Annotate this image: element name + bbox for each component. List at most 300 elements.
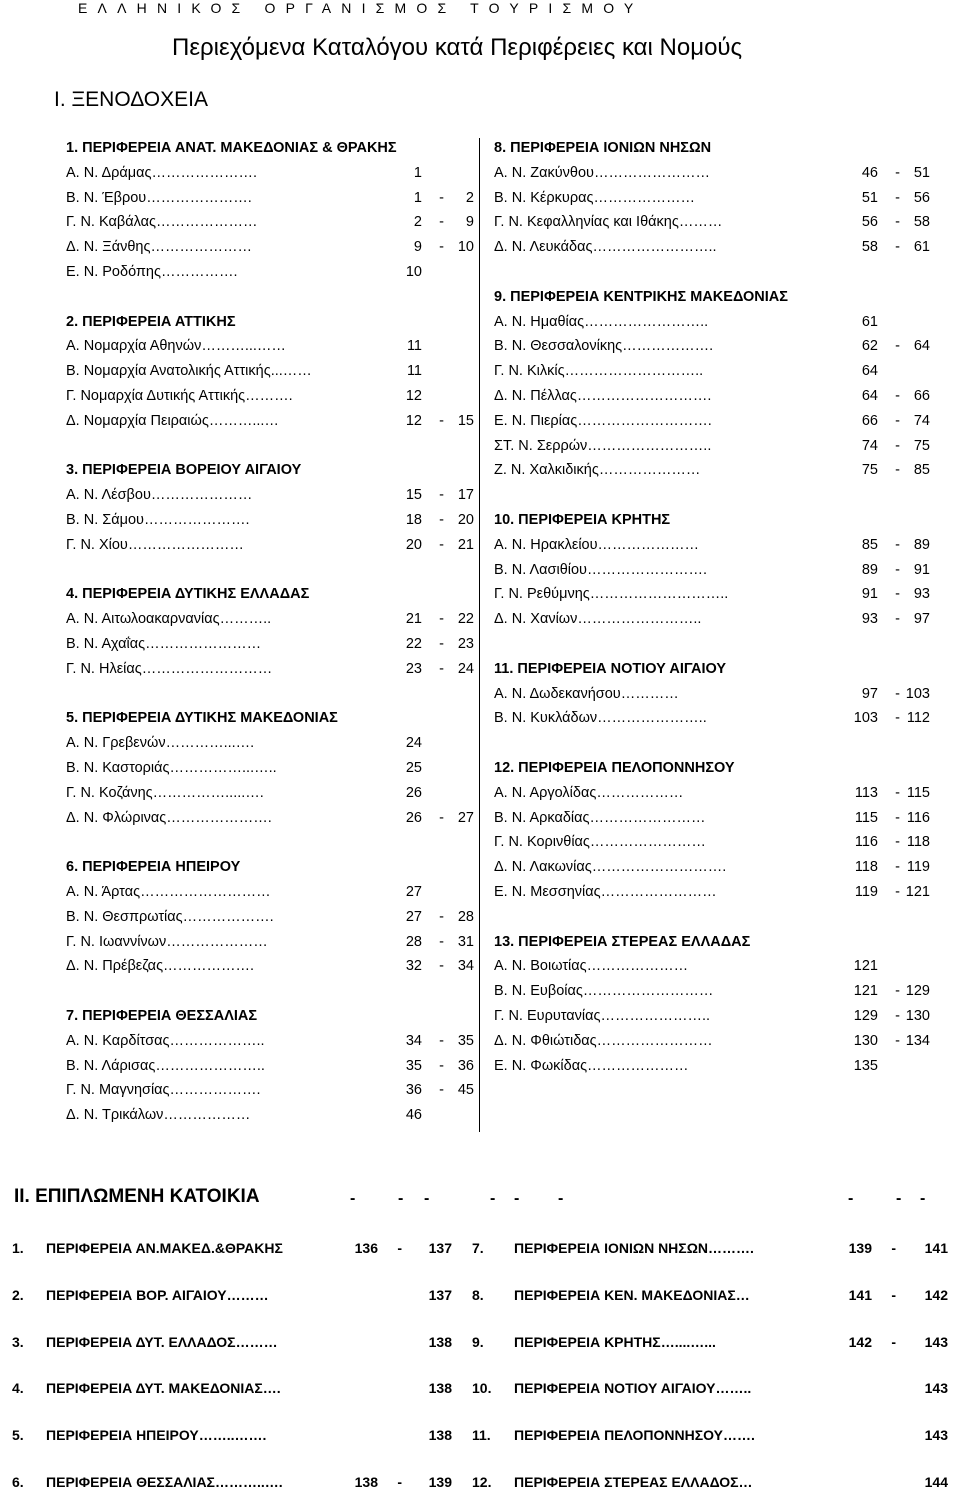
page-start: 66: [861, 412, 878, 429]
page-start: 129: [853, 1008, 878, 1024]
dash-mark: -: [398, 1190, 404, 1207]
page-start: 46: [861, 164, 878, 181]
page-start: 103: [853, 710, 878, 727]
page-end: 138: [428, 1380, 452, 1397]
toc-entry: [494, 535, 930, 555]
section-heading-hotels: Ι. ΞΕΝΟΔΟΧΕΙΑ: [54, 88, 208, 111]
page-dash: -: [439, 239, 444, 256]
page-end: 22: [457, 611, 474, 628]
page-start: 21: [405, 611, 422, 628]
region-heading: [494, 659, 930, 679]
page-start: 91: [861, 586, 878, 603]
entry-label: Γ. Νομαρχία Δυτικής Αττικής……….: [66, 388, 293, 404]
page-start: 121: [853, 983, 878, 1000]
entry-label: ΣΤ. Ν. Σερρών……………………..: [494, 437, 712, 454]
page-start: 85: [861, 536, 878, 553]
page-end: 137: [428, 1286, 452, 1303]
page-end: 138: [428, 1333, 452, 1350]
entry-label: ΠΕΡΙΦΕΡΕΙΑ ΘΕΣΣΑΛΙΑΣ………..….: [46, 1474, 283, 1490]
toc-entry: [66, 262, 474, 282]
page-dash: -: [895, 834, 900, 851]
page-start: 89: [861, 561, 878, 578]
toc-entry: [66, 1056, 474, 1076]
page-dash: -: [439, 611, 444, 628]
entry-label: Α. Ν. Λέσβου…………………: [66, 487, 253, 504]
page-start: 15: [405, 487, 422, 504]
page-start: 20: [405, 536, 422, 553]
page-start: 10: [405, 264, 422, 280]
page-start: 11: [406, 363, 422, 380]
entry-label: Α. Ν. Αργολίδας………………: [494, 784, 684, 801]
page-start: 51: [861, 189, 878, 206]
toc-entry: [494, 981, 930, 1001]
region-heading-label: 4. ΠΕΡΙΦΕΡΕΙΑ ΔΥΤΙΚΗΣ ΕΛΛΑΔΑΣ: [66, 586, 310, 603]
toc-entry: [66, 808, 474, 828]
entry-label: Β. Ν. Κέρκυρας…………………: [494, 189, 695, 206]
toc-entry: [494, 783, 930, 803]
page-start: 121: [853, 958, 878, 975]
page-start: 46: [405, 1107, 422, 1124]
entry-number: 8.: [472, 1286, 484, 1303]
page-end: 35: [457, 1032, 474, 1049]
page-end: 121: [905, 884, 930, 900]
toc-entry: [66, 336, 474, 356]
page-start: 27: [405, 884, 422, 900]
toc-entry: [494, 1056, 930, 1076]
entry-number: 7.: [472, 1240, 484, 1256]
toc-entry: [66, 212, 474, 232]
housing-entry: [472, 1287, 948, 1307]
region-heading: [494, 510, 930, 530]
toc-entry: [494, 312, 930, 332]
entry-label: Ζ. Ν. Χαλκιδικής…………………: [494, 462, 701, 479]
dash-mark: -: [558, 1190, 564, 1207]
toc-entry: [66, 907, 474, 927]
entry-label: Δ. Νομαρχία Πειραιώς………...…: [66, 412, 279, 429]
entry-label: ΠΕΡΙΦΕΡΕΙΑ ΒΟΡ. ΑΙΓΑΙΟΥ………: [46, 1286, 269, 1303]
toc-entry: [66, 882, 474, 902]
page-end: 130: [905, 1008, 930, 1024]
page-start: 9: [413, 239, 422, 256]
entry-label: Γ. Ν. Ρεθύμνης………………………..: [494, 586, 729, 603]
page-end: 139: [428, 1474, 452, 1490]
toc-entry: [66, 535, 474, 555]
page-end: 15: [457, 412, 474, 429]
page-dash: -: [891, 1286, 896, 1303]
entry-label: Α. Ν. Ζακύνθου……………………: [494, 164, 710, 181]
region-heading: [66, 138, 474, 158]
dash-mark: -: [350, 1190, 356, 1207]
page-start: 26: [405, 809, 422, 826]
page-end: 112: [906, 710, 930, 727]
page-dash: -: [895, 388, 900, 404]
page-end: 85: [913, 462, 930, 479]
entry-label: Δ. Ν. Λακωνίας……………………….: [494, 859, 727, 876]
region-heading: [66, 312, 474, 332]
region-heading-label: 7. ΠΕΡΙΦΕΡΕΙΑ ΘΕΣΣΑΛΙΑΣ: [66, 1008, 258, 1024]
region-heading-label: 8. ΠΕΡΙΦΕΡΕΙΑ ΙΟΝΙΩΝ ΝΗΣΩΝ: [494, 140, 712, 156]
toc-entry: [494, 882, 930, 902]
toc-entry: [494, 808, 930, 828]
toc-entry: [66, 956, 474, 976]
region-heading: [494, 287, 930, 307]
entry-label: ΠΕΡΙΦΕΡΕΙΑ ΗΠΕΙΡΟΥ……..…….: [46, 1427, 267, 1444]
region-heading-label: 1. ΠΕΡΙΦΕΡΕΙΑ ΑΝΑΤ. ΜΑΚΕΔΟΝΙΑΣ & ΘΡΑΚΗΣ: [66, 140, 397, 156]
entry-label: Β. Ν. Λασιθίου…………………….: [494, 561, 708, 578]
toc-entry: [66, 361, 474, 381]
region-heading: [66, 708, 474, 728]
page-dash: -: [895, 859, 900, 876]
toc-entry: [494, 460, 930, 480]
entry-label: Γ. Ν. Κεφαλληνίας και Ιθάκης………: [494, 214, 723, 231]
page-dash: -: [895, 784, 900, 801]
page-end: 97: [913, 611, 930, 628]
page-end: 119: [906, 859, 930, 876]
page-end: 64: [913, 338, 930, 355]
page-end: 115: [906, 784, 930, 801]
page-end: 17: [457, 487, 474, 504]
page-start: 56: [861, 214, 878, 231]
page-start: 2: [413, 214, 422, 231]
toc-entry: [494, 212, 930, 232]
toc-entry: [494, 1031, 930, 1051]
housing-entry: [12, 1240, 452, 1260]
entry-label: Β. Ν. Θεσσαλονίκης……………….: [494, 338, 714, 355]
region-heading-label: 9. ΠΕΡΙΦΕΡΕΙΑ ΚΕΝΤΡΙΚΗΣ ΜΑΚΕΔΟΝΙΑΣ: [494, 288, 788, 305]
page-dash: -: [895, 1032, 900, 1049]
page-dash: -: [895, 164, 900, 181]
toc-entry: [494, 832, 930, 852]
page-dash: -: [891, 1240, 896, 1256]
toc-entry: [66, 386, 474, 406]
page-end: 116: [906, 809, 930, 826]
toc-entry: [66, 411, 474, 431]
toc-entry: [494, 609, 930, 629]
toc-entry: [66, 485, 474, 505]
page-start: 18: [405, 512, 422, 528]
entry-label: Α. Ν. Ηρακλείου…………………: [494, 536, 700, 553]
page-end: 31: [457, 933, 474, 950]
section-heading-furnished-housing: ΙΙ. ΕΠΙΠΛΩΜΕΝΗ ΚΑΤΟΙΚΙΑ: [14, 1186, 260, 1207]
page-end: 75: [913, 437, 930, 454]
toc-entry: [494, 188, 930, 208]
region-heading-label: 13. ΠΕΡΙΦΕΡΕΙΑ ΣΤΕΡΕΑΣ ΕΛΛΑΔΑΣ: [494, 933, 751, 950]
entry-label: Γ. Ν. Κοζάνης…………….....….: [66, 784, 264, 801]
toc-entry: [66, 634, 474, 654]
page-start: 113: [854, 784, 878, 801]
dash-mark: -: [848, 1190, 854, 1207]
page-start: 26: [405, 784, 422, 801]
entry-label: ΠΕΡΙΦΕΡΕΙΑ ΠΕΛΟΠΟΝΝΗΣΟΥ…….: [514, 1427, 755, 1444]
dash-mark: -: [424, 1190, 430, 1207]
page-end: 21: [457, 536, 474, 553]
page-dash: -: [895, 611, 900, 628]
page-end: 23: [457, 636, 474, 652]
page-dash: -: [895, 437, 900, 454]
page-dash: -: [439, 958, 444, 975]
region-heading-label: 11. ΠΕΡΙΦΕΡΕΙΑ ΝΟΤΙΟΥ ΑΙΓΑΙΟΥ: [494, 660, 727, 677]
entry-label: Δ. Ν. Φθιώτιδας……………………: [494, 1032, 713, 1049]
page-end: 143: [924, 1333, 948, 1350]
entry-number: 1.: [12, 1240, 24, 1256]
page-end: 45: [457, 1082, 474, 1099]
entry-number: 12.: [472, 1474, 492, 1490]
toc-entry: [494, 411, 930, 431]
page-start: 141: [848, 1286, 872, 1303]
toc-entry: [66, 188, 474, 208]
toc-entry: [66, 237, 474, 257]
housing-entry: [472, 1474, 948, 1494]
entry-label: Γ. Ν. Κορινθίας……………………: [494, 834, 706, 851]
entry-label: Α. Ν. Αιτωλοακαρνανίας………..: [66, 611, 272, 628]
entry-label: Β. Ν. Θεσπρωτίας……………….: [66, 908, 274, 925]
entry-label: Α. Νομαρχία Αθηνών………...……: [66, 338, 286, 355]
entry-label: Ε. Ν. Μεσσηνίας……………………: [494, 884, 717, 900]
page-start: 130: [853, 1032, 878, 1049]
page-start: 97: [861, 685, 878, 702]
page-start: 64: [861, 388, 878, 404]
entry-label: Β. Ν. Κυκλάδων…………………..: [494, 710, 707, 727]
page-dash: -: [891, 1333, 896, 1350]
page-end: 137: [428, 1240, 452, 1256]
toc-entry: [66, 932, 474, 952]
page-start: 61: [861, 313, 878, 330]
page-title: Περιεχόμενα Καταλόγου κατά Περιφέρειες και Νομούς: [172, 34, 743, 61]
entry-label: Ε. Ν. Ροδόπης…………….: [66, 264, 238, 280]
entry-number: 10.: [472, 1380, 492, 1397]
entry-label: Β. Νομαρχία Ανατολικής Αττικής...……: [66, 363, 312, 380]
toc-entry: [494, 708, 930, 728]
page-start: 58: [861, 239, 878, 256]
page-end: 134: [905, 1032, 930, 1049]
entry-number: 4.: [12, 1380, 24, 1397]
entry-label: Β. Ν. Έβρου………………….: [66, 189, 252, 206]
page-end: 129: [905, 983, 930, 1000]
page-dash: -: [439, 933, 444, 950]
page-dash: -: [895, 189, 900, 206]
column-divider: [479, 138, 480, 1132]
housing-entry: [12, 1380, 452, 1400]
region-heading: [66, 584, 474, 604]
entry-label: Α. Ν. Καρδίτσας………………..: [66, 1032, 265, 1049]
entry-label: Α. Ν. Ημαθίας……………………..: [494, 313, 709, 330]
housing-entry: [12, 1287, 452, 1307]
page-start: 12: [405, 388, 422, 404]
region-heading-label: 10. ΠΕΡΙΦΕΡΕΙΑ ΚΡΗΤΗΣ: [494, 512, 671, 528]
page-end: 93: [913, 586, 930, 603]
page-end: 91: [913, 561, 930, 578]
page-dash: -: [439, 1057, 444, 1074]
entry-label: Γ. Ν. Καβάλας…………………: [66, 214, 258, 231]
entry-label: Γ. Ν. Κιλκίς………………………..: [494, 363, 704, 380]
page-dash: -: [439, 1032, 444, 1049]
page-start: 119: [854, 884, 878, 900]
entry-label: Γ. Ν. Ευρυτανίας…………………..: [494, 1008, 711, 1024]
page-start: 12: [405, 412, 422, 429]
entry-label: Β. Ν. Λάρισας…………………..: [66, 1057, 265, 1074]
page-start: 64: [861, 363, 878, 380]
page-start: 28: [405, 933, 422, 950]
page-end: 24: [457, 660, 474, 677]
toc-entry: [494, 584, 930, 604]
page-start: 135: [853, 1057, 878, 1074]
page-dash: -: [895, 239, 900, 256]
page-end: 142: [924, 1286, 948, 1303]
page-start: 139: [848, 1240, 872, 1256]
toc-entry: [66, 1080, 474, 1100]
toc-entry: [66, 783, 474, 803]
page-start: 22: [405, 636, 422, 652]
page-start: 93: [861, 611, 878, 628]
page-start: 138: [354, 1474, 378, 1490]
entry-label: Δ. Ν. Πέλλας……………………….: [494, 388, 712, 404]
entry-label: Δ. Ν. Πρέβεζας……………….: [66, 958, 255, 975]
housing-entry: [472, 1334, 948, 1354]
toc-entry: [66, 733, 474, 753]
toc-entry: [494, 684, 930, 704]
page-dash: -: [439, 512, 444, 528]
page-end: 66: [913, 388, 930, 404]
page-start: 25: [405, 760, 422, 776]
page-start: 1: [413, 164, 422, 181]
page-start: 118: [854, 859, 878, 876]
toc-entry: [494, 956, 930, 976]
toc-entry: [66, 609, 474, 629]
dash-mark: -: [920, 1190, 926, 1207]
page-start: 142: [848, 1333, 872, 1350]
page-dash: -: [895, 809, 900, 826]
entry-label: ΠΕΡΙΦΕΡΕΙΑ ΚΡΗΤΗΣ…....…...: [514, 1333, 716, 1350]
entry-label: Ε. Ν. Πιερίας……………………….: [494, 412, 712, 429]
housing-entry: [12, 1334, 452, 1354]
page-end: 10: [457, 239, 474, 256]
page-dash: -: [439, 636, 444, 652]
page-start: 62: [861, 338, 878, 355]
entry-label: Α. Ν. Δωδεκανήσου…………: [494, 685, 679, 702]
entry-label: Δ. Ν. Χανίων……………………..: [494, 611, 702, 628]
region-heading: [494, 932, 930, 952]
page-dash: -: [895, 338, 900, 355]
page-dash: -: [895, 884, 900, 900]
toc-entry: [494, 436, 930, 456]
toc-entry: [66, 758, 474, 778]
entry-label: ΠΕΡΙΦΕΡΕΙΑ ΣΤΕΡΕΑΣ ΕΛΛΑΔΟΣ…: [514, 1474, 753, 1490]
region-heading-label: 5. ΠΕΡΙΦΕΡΕΙΑ ΔΥΤΙΚΗΣ ΜΑΚΕΔΟΝΙΑΣ: [66, 710, 338, 727]
page-end: 51: [913, 164, 930, 181]
page-dash: -: [895, 710, 900, 727]
housing-entry: [12, 1474, 452, 1494]
entry-label: ΠΕΡΙΦΕΡΕΙΑ ΑΝ.ΜΑΚΕΔ.&ΘΡΑΚΗΣ: [46, 1240, 283, 1256]
page-start: 1: [413, 189, 422, 206]
toc-entry: [494, 163, 930, 183]
entry-label: Β. Ν. Καστοριάς……………...…..: [66, 760, 277, 776]
region-heading-label: 12. ΠΕΡΙΦΕΡΕΙΑ ΠΕΛΟΠΟΝΝΗΣΟΥ: [494, 760, 735, 776]
page-end: 74: [913, 412, 930, 429]
page-start: 11: [406, 338, 422, 355]
toc-entry: [494, 361, 930, 381]
toc-entry: [494, 560, 930, 580]
page-dash: -: [895, 586, 900, 603]
entry-number: 2.: [12, 1286, 24, 1303]
page-end: 36: [457, 1057, 474, 1074]
page-dash: -: [397, 1240, 402, 1256]
toc-entry: [66, 1105, 474, 1125]
housing-entry: [472, 1380, 948, 1400]
entry-label: ΠΕΡΙΦΕΡΕΙΑ ΔΥΤ. ΕΛΛΑΔΟΣ………: [46, 1333, 278, 1350]
region-heading-label: 3. ΠΕΡΙΦΕΡΕΙΑ ΒΟΡΕΙΟΥ ΑΙΓΑΙΟΥ: [66, 462, 302, 479]
housing-entry: [472, 1427, 948, 1447]
toc-entry: [66, 163, 474, 183]
toc-entry: [494, 857, 930, 877]
page-end: 141: [924, 1240, 948, 1256]
entry-label: Α. Ν. Άρτας………………………: [66, 884, 271, 900]
page-end: 61: [913, 239, 930, 256]
entry-number: 5.: [12, 1427, 24, 1444]
page-start: 74: [861, 437, 878, 454]
organization-name: ΕΛΛΗΝΙΚΟΣ ΟΡΓΑΝΙΣΜΟΣ ΤΟΥΡΙΣΜΟΥ: [78, 0, 644, 16]
page-start: 75: [861, 462, 878, 479]
entry-label: ΠΕΡΙΦΕΡΕΙΑ ΙΟΝΙΩΝ ΝΗΣΩΝ……….: [514, 1240, 754, 1256]
toc-entry: [494, 1006, 930, 1026]
page-end: 89: [913, 536, 930, 553]
entry-label: Β. Ν. Ευβοίας………………………: [494, 983, 714, 1000]
entry-label: Γ. Ν. Ιωαννίνων…………………: [66, 933, 268, 950]
region-heading: [66, 857, 474, 877]
housing-entry: [472, 1240, 948, 1260]
entry-label: Β. Ν. Σάμου………………….: [66, 512, 250, 528]
page-start: 36: [405, 1082, 422, 1099]
entry-label: Δ. Ν. Τρικάλων………………: [66, 1107, 251, 1124]
entry-label: Β. Ν. Αρκαδίας……………………: [494, 809, 706, 826]
page-dash: -: [895, 1008, 900, 1024]
page-end: 27: [457, 809, 474, 826]
region-heading: [66, 460, 474, 480]
page-end: 118: [906, 834, 930, 851]
page-dash: -: [439, 660, 444, 677]
page-dash: -: [439, 908, 444, 925]
page-start: 24: [405, 735, 422, 752]
dash-mark: -: [896, 1190, 902, 1207]
page-dash: -: [895, 412, 900, 429]
page-dash: -: [895, 462, 900, 479]
toc-entry: [66, 1031, 474, 1051]
page-dash: -: [397, 1474, 402, 1490]
page-dash: -: [895, 561, 900, 578]
page-start: 115: [854, 809, 878, 826]
dash-mark: -: [490, 1190, 496, 1207]
page-end: 28: [457, 908, 474, 925]
region-heading: [494, 758, 930, 778]
entry-number: 9.: [472, 1333, 484, 1350]
page-end: 2: [465, 189, 474, 206]
page-dash: -: [439, 1082, 444, 1099]
page-end: 56: [913, 189, 930, 206]
page-end: 143: [924, 1427, 948, 1444]
page-start: 116: [854, 834, 878, 851]
entry-label: Β. Ν. Αχαΐας……………………: [66, 636, 262, 652]
page-end: 9: [465, 214, 474, 231]
page-dash: -: [895, 214, 900, 231]
page-start: 34: [405, 1032, 422, 1049]
page-end: 138: [428, 1427, 452, 1444]
entry-label: Α. Ν. Δράμας………………….: [66, 164, 258, 181]
housing-entry: [12, 1427, 452, 1447]
entry-label: Γ. Ν. Μαγνησίας……………….: [66, 1082, 261, 1099]
region-heading-label: 6. ΠΕΡΙΦΕΡΕΙΑ ΗΠΕΙΡΟΥ: [66, 859, 241, 876]
page-start: 35: [405, 1057, 422, 1074]
page-end: 144: [924, 1474, 948, 1490]
entry-label: Γ. Ν. Χίου……………………: [66, 536, 244, 553]
